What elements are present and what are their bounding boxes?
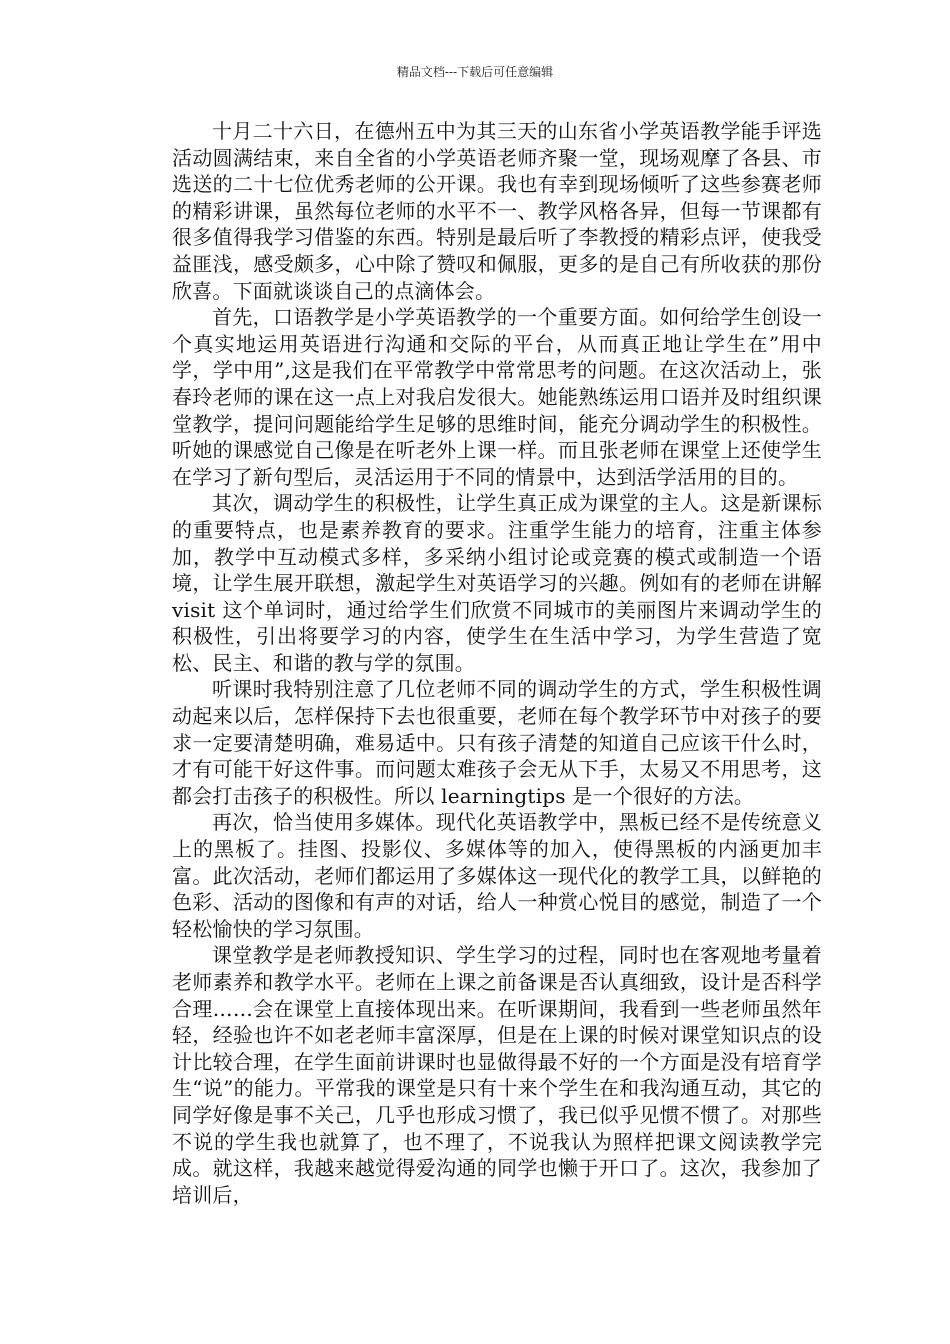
- paragraph: 首先，口语教学是小学英语教学的一个重要方面。如何给学生创设一个真实地运用英语进行沟通和交际的平台，从而真正地让学生在”用中学，学中用”,这是我们在平常教学中常常思考的问题。在这次活动上，张春玲老师的课在这一点上对我启发很大。她能熟练运用口语并及时组织课堂教学，提问问题能给学生足够的思维时间，能充分调动学生的积极性。听她的课感觉自己像是在听老外上课一样。而且张老师在课堂上还使学生在学习了新句型后，灵活运用于不同的情景中，达到活学活用的目的。: [172, 305, 822, 489]
- page-header: 精品文档---下载后可任意编辑: [396, 65, 554, 79]
- paragraph: 再次，恰当使用多媒体。现代化英语教学中，黑板已经不是传统意义上的黑板了。挂图、投影仪、多媒体等的加入，使得黑板的内涵更加丰富。此次活动，老师们都运用了多媒体这一现代化的教学工具，以鲜艳的色彩、活动的图像和有声的对话，给人一种赏心悦目的感觉，制造了一个轻松愉快的学习氛围。: [172, 810, 822, 941]
- paragraph: 十月二十六日，在德州五中为其三天的山东省小学英语教学能手评选活动圆满结束，来自全省的小学英语老师齐聚一堂，现场观摩了各县、市选送的二十七位优秀老师的公开课。我也有幸到现场倾听了这些参赛老师的精彩讲课，虽然每位老师的水平不一、教学风格各异，但每一节课都有很多值得我学习借鉴的东西。特别是最后听了李教授的精彩点评，使我受益匪浅，感受颇多，心中除了赞叹和佩服，更多的是自己有所收获的那份欣喜。下面就谈谈自己的点滴体会。: [172, 119, 822, 303]
- paragraph: 课堂教学是老师教授知识、学生学习的过程，同时也在客观地考量着老师素养和教学水平。老师在上课之前备课是否认真细致，设计是否科学合理……会在课堂上直接体现出来。在听课期间，我看到一些老师虽然年轻，经验也许不如老老师丰富深厚，但是在上课的时候对课堂知识点的设计比较合理，在学生面前讲课时也显做得最不好的一个方面是没有培育学生“说”的能力。平常我的课堂是只有十来个学生在和我沟通互动，其它的同学好像是事不关己，几乎也形成习惯了，我已似乎见惯不惯了。对那些不说的学生我也就算了，也不理了，不说我认为照样把课文阅读教学完成。就这样，我越来越觉得爱沟通的同学也懒于开口了。这次，我参加了培训后，: [172, 943, 822, 1207]
- paragraph: 其次，调动学生的积极性，让学生真正成为课堂的主人。这是新课标的重要特点，也是素养教育的要求。注重学生能力的培育，注重主体参加，教学中互动模式多样，多采纳小组讨论或竞赛的模式或制造一个语境，让学生展开联想，激起学生对英语学习的兴趣。例如有的老师在讲解 visit 这个单词时，通过给学生们欣赏不同城市的美丽图片来调动学生的积极性，引出将要学习的内容，使学生在生活中学习，为学生营造了宽松、民主、和谐的教与学的氛围。: [172, 491, 822, 675]
- document-body: [172, 118, 822, 1208]
- paragraph: 听课时我特别注意了几位老师不同的调动学生的方式，学生积极性调动起来以后，怎样保持下去也很重要，老师在每个教学环节中对孩子的要求一定要清楚明确，难易适中。只有孩子清楚的知道自己应该干什么时，才有可能干好这件事。而问题太难孩子会无从下手，太易又不用思考，这都会打击孩子的积极性。所以 learningtips 是一个很好的方法。: [172, 677, 822, 808]
